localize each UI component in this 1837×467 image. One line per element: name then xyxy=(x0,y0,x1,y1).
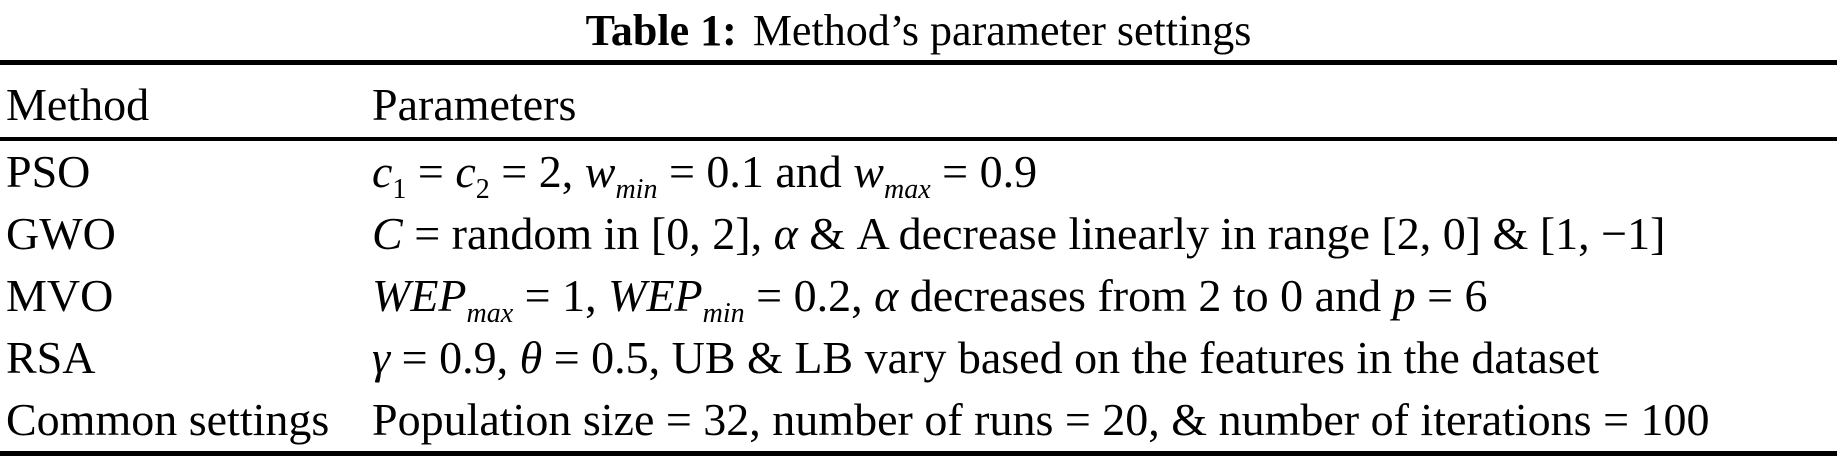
table-header-row xyxy=(0,65,1837,137)
parameter-text-segment: = 0.2, xyxy=(744,270,875,321)
parameter-text-segment: = xyxy=(406,146,456,197)
parameter-text-segment: α xyxy=(874,270,899,321)
parameter-text-segment: = 0.1 and xyxy=(657,146,854,197)
method-cell: GWO xyxy=(6,208,116,259)
parameter-text-segment: α xyxy=(773,208,798,259)
table-caption-label: Table 1: xyxy=(585,6,737,55)
parameter-text-segment: w xyxy=(584,146,616,197)
method-cell: Common settings xyxy=(6,394,330,445)
parameter-text-segment: min xyxy=(615,174,658,205)
parameters-cell xyxy=(372,265,1837,327)
table-row xyxy=(0,203,1837,265)
parameter-text-segment: θ xyxy=(519,332,543,383)
parameters-cell xyxy=(372,327,1837,389)
parameter-text-segment: 2 xyxy=(475,174,490,205)
method-cell: RSA xyxy=(6,332,96,383)
table-caption xyxy=(0,0,1837,60)
parameter-text-segment: decreases from 2 to 0 and xyxy=(898,270,1393,321)
parameters-cell xyxy=(372,203,1837,265)
method-cell: MVO xyxy=(6,270,114,321)
parameters-cell xyxy=(372,389,1837,451)
parameter-text-segment: & A decrease linearly in range [2, 0] & [1, −1] xyxy=(797,208,1666,259)
table-row xyxy=(0,389,1837,451)
parameter-text-segment: C xyxy=(372,208,403,259)
table-bottom-rule xyxy=(0,451,1837,456)
parameter-text-segment: = random in [0, 2], xyxy=(402,208,774,259)
parameter-text-segment: p xyxy=(1392,270,1416,321)
parameter-text-segment: = 0.9, xyxy=(390,332,520,383)
parameter-text-segment: WEP xyxy=(372,270,467,321)
table-row xyxy=(0,141,1837,203)
parameter-text-segment: = 1, xyxy=(513,270,609,321)
parameter-text-segment: = 0.9 xyxy=(930,146,1038,197)
parameter-text-segment: w xyxy=(853,146,884,197)
table-row xyxy=(0,327,1837,389)
parameter-text-segment: c xyxy=(455,146,476,197)
parameter-text-segment: WEP xyxy=(608,270,703,321)
table-body xyxy=(0,141,1837,451)
column-header-method: Method xyxy=(6,79,150,130)
parameter-text-segment: Population size = 32, number of runs = 20, & number of iterations = 100 xyxy=(372,394,1710,445)
parameter-text-segment: = 0.5, UB & LB vary based on the features in the dataset xyxy=(542,332,1600,383)
parameter-text-segment: max xyxy=(466,298,514,329)
parameter-text-segment: = 6 xyxy=(1415,270,1488,321)
parameter-text-segment: 1 xyxy=(392,174,407,205)
parameter-text-segment: γ xyxy=(372,332,391,383)
table-caption-text: Method’s parameter settings xyxy=(752,6,1252,55)
parameter-text-segment: max xyxy=(883,174,931,205)
parameters-cell xyxy=(372,141,1837,203)
parameter-text-segment: c xyxy=(372,146,393,197)
table-row xyxy=(0,265,1837,327)
parameter-text-segment: min xyxy=(702,298,745,329)
column-header-parameters: Parameters xyxy=(372,79,577,130)
method-cell: PSO xyxy=(6,146,91,197)
parameter-text-segment: = 2, xyxy=(489,146,585,197)
